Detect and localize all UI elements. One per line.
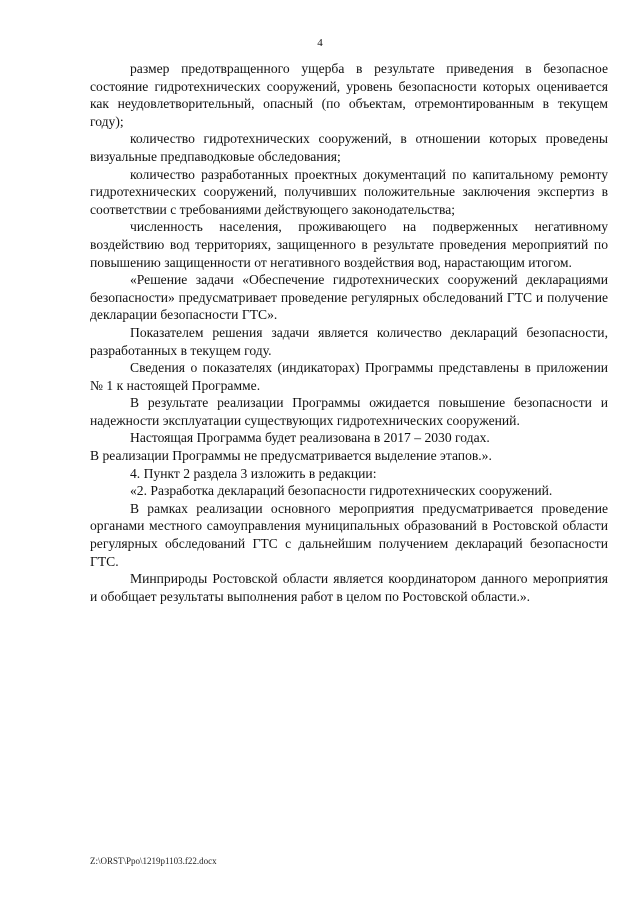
body-paragraph: Сведения о показателях (индикаторах) Программы представлены в приложении № 1 к настоящей Программе. xyxy=(90,360,608,393)
body-paragraph: «Решение задачи «Обеспечение гидротехнических сооружений декларациями безопасности» предусматривает проведение регулярных обследований ГТС и получение декларации безопасности ГТС». xyxy=(90,272,608,323)
body-paragraph: В результате реализации Программы ожидается повышение безопасности и надежности эксплуатации существующих гидротехнических сооружений. xyxy=(90,395,608,428)
body-paragraph: В рамках реализации основного мероприятия предусматривается проведение органами местного самоуправления муниципальных образований в Ростовской области регулярных обследований ГТС с дальнейшим получением деклараций безопасности ГТС. xyxy=(90,500,608,569)
body-paragraph: размер предотвращенного ущерба в результате приведения в безопасное состояние гидротехнических сооружений, уровень безопасности которых оценивается как неудовлетворительный, опасный (по объектам, отремонтированным в текущем году); xyxy=(90,61,608,129)
body-paragraph: 4. Пункт 2 раздела 3 изложить в редакции: xyxy=(130,465,377,481)
body-paragraph: Минприроды Ростовской области является координатором данного мероприятия и обобщает результаты выполнения работ в целом по Ростовской области.». xyxy=(90,571,608,604)
body-paragraph: Показателем решения задачи является количество деклараций безопасности, разработанных в текущем году. xyxy=(90,324,608,358)
page-number: 4 xyxy=(317,37,323,49)
document-body xyxy=(90,60,608,605)
body-paragraph: «2. Разработка деклараций безопасности гидротехнических сооружений. xyxy=(130,483,553,499)
body-paragraph: Настоящая Программа будет реализована в 2017 – 2030 годах. В реализации Программы не предусматривается выделение этапов.». xyxy=(90,430,492,464)
footer-file-path: Z:\ORST\Ppo\1219p1103.f22.docx xyxy=(90,856,217,866)
body-paragraph: количество разработанных проектных документаций по капитальному ремонту гидротехнических сооружений, получивших положительные заключения экспертиз в соответствии с требованиями действующего законодательства; xyxy=(90,166,608,217)
body-paragraph: численность населения, проживающего на подверженных негативному воздействию вод территориях, защищенного в результате проведения мероприятий по повышению защищенности от негативного воздействия вод, нарастающим итогом. xyxy=(90,219,608,270)
body-paragraph: количество гидротехнических сооружений, в отношении которых проведены визуальные предпаводковые обследования; xyxy=(90,131,608,164)
